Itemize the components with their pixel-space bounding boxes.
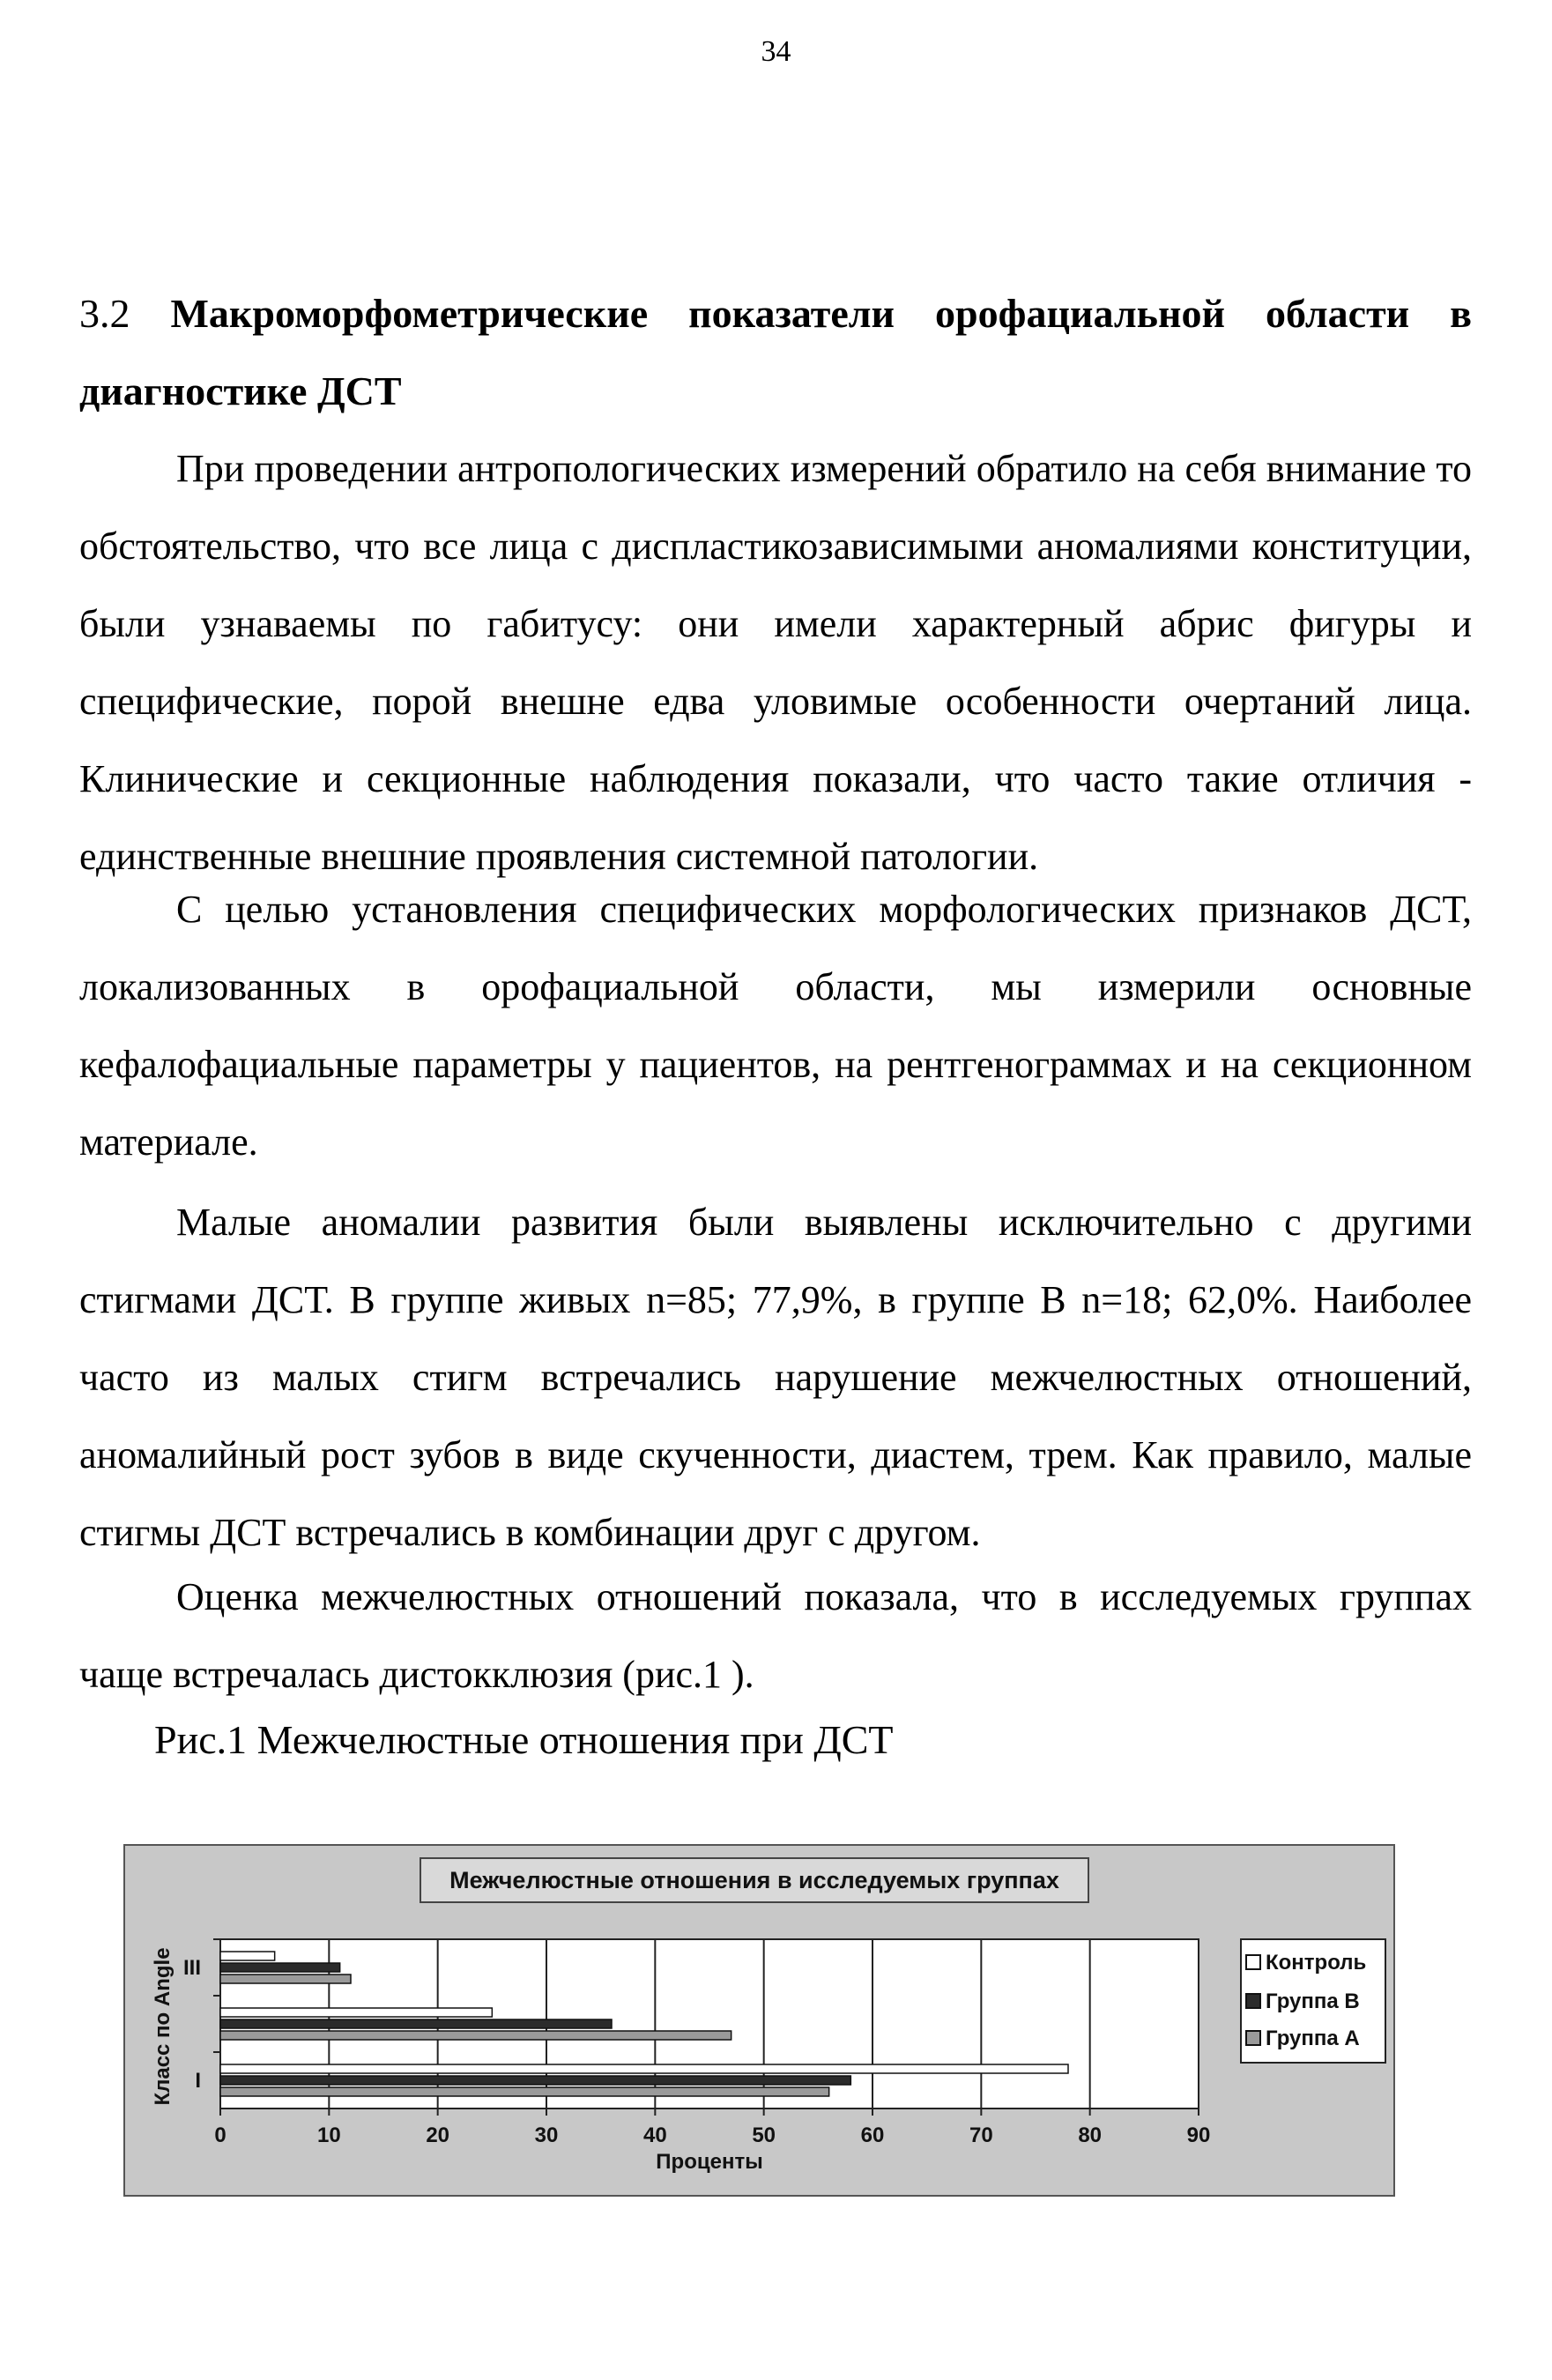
x-tick-label: 50 [752,2123,776,2147]
x-tick-label: 30 [534,2123,559,2147]
bar [220,1975,351,1983]
page-number: 34 [761,35,791,68]
legend-swatch-group-b [1246,1994,1260,2008]
paragraph-3: Малые аномалии развития были выявлены исключительно с другими стигмами ДСТ. В группе живых n=85; 77,9%, в группе В n=18; 62,0%. Наиболее часто из малых стигм встречались нарушение межчелюстных отношений, аномалийный рост зубов в виде скученности, диастем, трем. Как правило, малые стигмы ДСТ встречались в комбинации друг с другом. [79,1201,1472,1554]
x-tick-label: 90 [1186,2123,1211,2147]
legend [1241,1939,1385,2063]
legend-label-control: Контроль [1266,1951,1367,1975]
paragraph-2: С целью установления специфических морфологических признаков ДСТ, локализованных в орофациальной области, мы измерили основные кефалофациальные параметры у пациентов, на рентгенограммах и на секционном материале. [79,888,1472,1164]
paragraph-4: Оценка межчелюстных отношений показала, что в исследуемых группах чаще встречалась дистокклюзия (рис.1 ). [79,1575,1472,1696]
x-tick-label: 20 [426,2123,450,2147]
legend-swatch-control [1246,1955,1260,1969]
chart [125,1846,1393,2195]
paragraph-1: При проведении антропологических измерений обратило на себя внимание то обстоятельство, что все лица с диспластикозависимыми аномалиями конституции, были узнаваемы по габитусу: они имели характерный абрис фигуры и специфические, порой внешне едва уловимые особенности очертаний лица. Клинические и секционные наблюдения показали, что часто такие отличия - единственные внешние проявления системной патологии. [79,447,1472,878]
x-tick-label: 0 [214,2123,226,2147]
x-axis-label: Проценты [656,2150,763,2174]
y-tick-label: I [195,2069,201,2093]
x-tick-label: 40 [642,2123,667,2147]
bar [220,2008,492,2017]
legend-label-group-a: Группа А [1266,2027,1360,2050]
bar [220,2064,1068,2073]
x-tick-label: 80 [1078,2123,1103,2147]
legend-swatch-group-a [1246,2031,1260,2045]
bar [220,1952,275,1960]
bar [220,2031,731,2040]
x-tick-label: 70 [969,2123,993,2147]
bar [220,1963,340,1972]
section-heading [79,275,1472,430]
x-tick-label: 60 [860,2123,885,2147]
chart-title: Межчелюстные отношения в исследуемых группах [449,1867,1059,1893]
y-axis-label: Класс по Angle [151,1947,175,2106]
section-number: 3.2 [79,291,130,336]
figure-caption: Рис.1 Межчелюстные отношения при ДСТ [154,1717,894,1762]
bar [220,2076,850,2085]
y-tick-label: III [182,1956,201,1980]
chart-frame [123,1844,1395,2197]
section-title: Макроморфометрические показатели орофациальной области в диагностике ДСТ [79,291,1473,413]
x-tick-label: 10 [316,2123,341,2147]
bar [220,2087,829,2096]
legend-label-group-b: Группа B [1266,1990,1360,2013]
bar [220,2019,612,2028]
